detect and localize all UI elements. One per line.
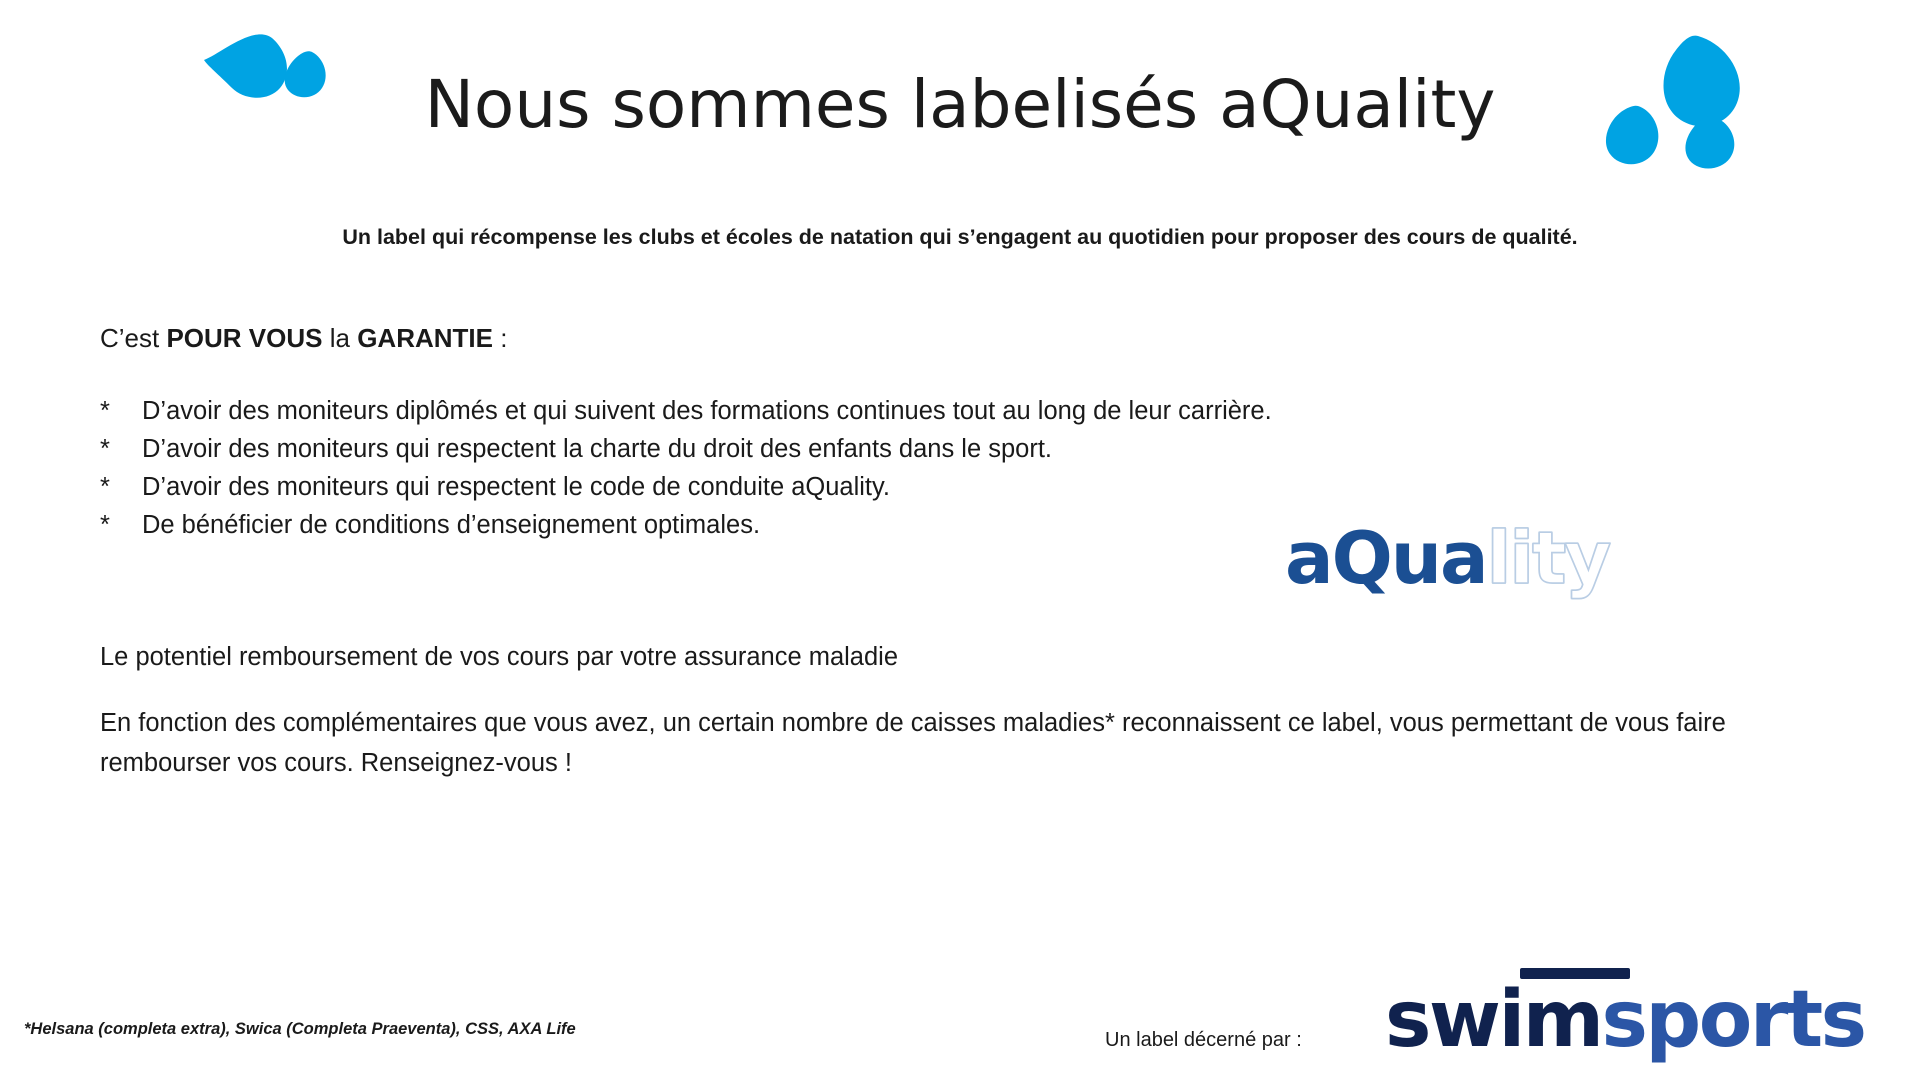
- guarantee-bullet-list: [100, 392, 1350, 544]
- list-item-label: D’avoir des moniteurs qui respectent le code de conduite aQuality.: [142, 473, 890, 501]
- swimsports-logo: [1385, 975, 1905, 1065]
- slide-subtitle: Un label qui récompense les clubs et écoles de natation qui s’engagent au quotidien pour proposer des cours de qualité.: [342, 225, 1578, 249]
- list-item: [100, 506, 1350, 544]
- aquality-logo-outline-text: lity: [1486, 516, 1610, 600]
- guarantee-suffix: :: [492, 323, 508, 353]
- guarantee-bold-pour-vous: POUR VOUS: [166, 323, 323, 353]
- list-item: [100, 468, 1350, 506]
- list-item-label: De bénéficier de conditions d’enseignement optimales.: [142, 511, 761, 539]
- reimbursement-paragraph: En fonction des complémentaires que vous avez, un certain nombre de caisses maladies* reconnaissent ce label, vous permettant de vous faire rembourser vos cours. Renseignez-vous !: [100, 709, 1726, 777]
- list-item: [100, 392, 1350, 430]
- guarantee-line: [100, 323, 507, 354]
- page-title-text: Nous sommes labelisés aQuality: [424, 66, 1496, 143]
- guarantee-prefix: C’est: [100, 323, 167, 353]
- guarantee-bold-garantie: GARANTIE: [357, 323, 493, 353]
- bullet-marker-icon: *: [100, 511, 110, 539]
- list-item: [100, 430, 1350, 468]
- aquality-logo: [1285, 518, 1705, 598]
- list-item-label: D’avoir des moniteurs qui respectent la charte du droit des enfants dans le sport.: [142, 435, 1052, 463]
- award-label: Un label décerné par :: [1105, 1029, 1302, 1051]
- bullet-marker-icon: *: [100, 397, 110, 425]
- swimsports-logo-blue-text: sports: [1601, 975, 1865, 1065]
- page-title: [0, 66, 1920, 143]
- bullet-marker-icon: *: [100, 473, 110, 501]
- list-item-label: D’avoir des moniteurs diplômés et qui suivent des formations continues tout au long de leur carrière.: [142, 397, 1272, 425]
- bullet-marker-icon: *: [100, 435, 110, 463]
- guarantee-middle: la: [322, 323, 358, 353]
- swimsports-logo-dark-text: swim: [1385, 975, 1602, 1065]
- reimbursement-heading: Le potentiel remboursement de vos cours par votre assurance maladie: [100, 643, 899, 671]
- footnote-insurers: *Helsana (completa extra), Swica (Completa Praeventa), CSS, AXA Life: [24, 1020, 576, 1038]
- aquality-logo-solid-text: aQua: [1285, 516, 1487, 600]
